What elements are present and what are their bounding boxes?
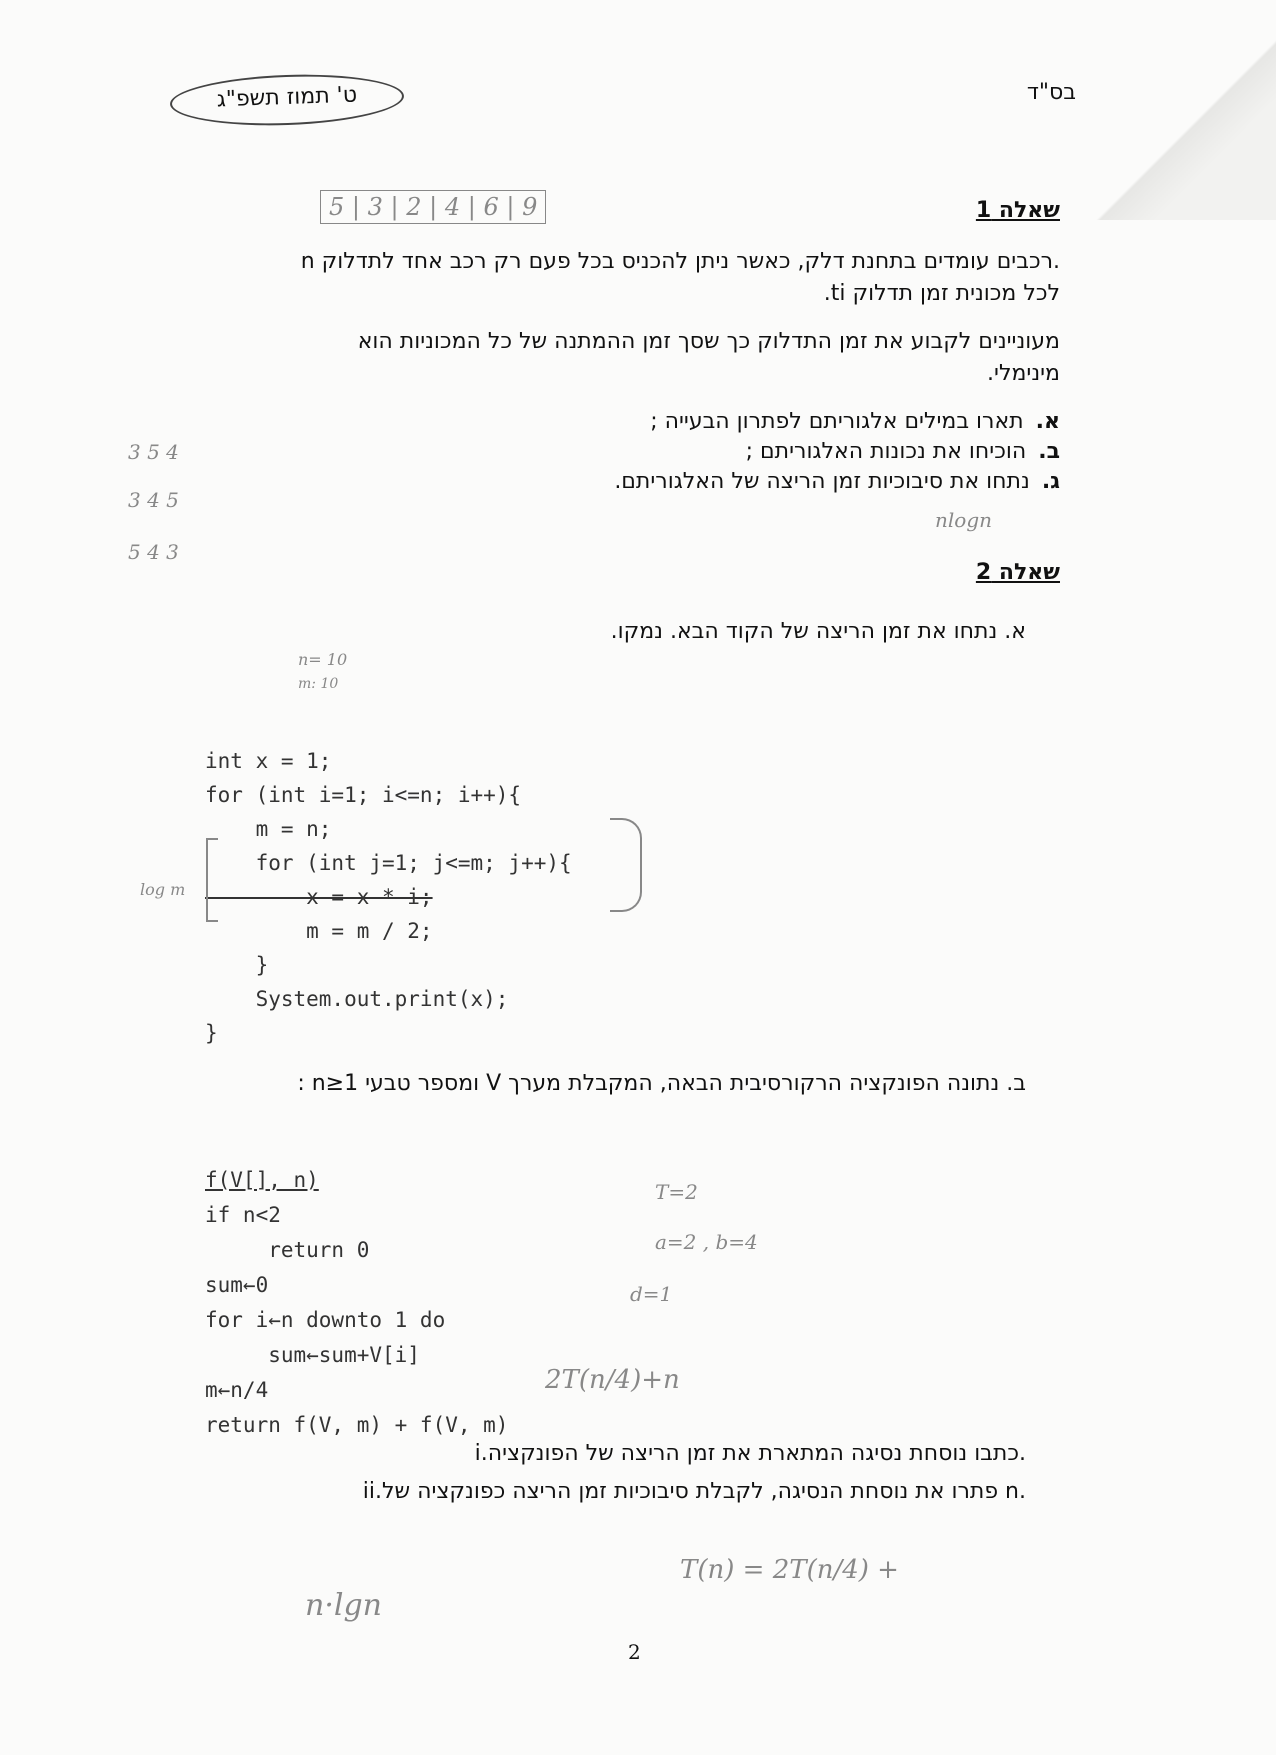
- hand-bracket-left: [206, 838, 218, 922]
- q1-item-b-letter: ב.: [1038, 439, 1060, 464]
- q1-item-a: [360, 406, 1060, 438]
- handwritten-n: n= 10: [298, 650, 348, 669]
- q1-line-1: n רכבים עומדים בתחנת דלק, כאשר ניתן להכניס בכל פעם רק רכב אחד לתדלוק.: [300, 249, 1060, 274]
- handwritten-recurrence-bottom: T(n) = 2T(n/4) +: [680, 1555, 899, 1585]
- handwritten-t2: T=2: [655, 1180, 698, 1204]
- q1-item-b: [360, 436, 1060, 468]
- code-a-line-2: for (int i=1; i<=n; i++){: [205, 783, 522, 807]
- handwritten-ab: a=2 , b=4: [655, 1230, 758, 1254]
- handwritten-m: m: 10: [298, 676, 339, 692]
- code-a-line-6: m = m / 2;: [205, 919, 433, 943]
- q1-item-a-letter: א.: [1035, 409, 1060, 434]
- code-b-line-1: f(V[], n): [205, 1168, 319, 1192]
- code-a-line-3: m = n;: [205, 817, 332, 841]
- code-b-line-4: sum←0: [205, 1273, 269, 1297]
- handwritten-logm: log m: [140, 880, 186, 899]
- q1-line-4: מינימלי.: [987, 361, 1060, 386]
- code-b-line-5: for i←n downto 1 do: [205, 1308, 446, 1332]
- code-block-a: [205, 710, 572, 1084]
- q1-line-3: מעוניינים לקבוע את זמן התדלוק כך שסך זמן ההמתנה של כל המכוניות הוא: [357, 329, 1060, 354]
- q1-item-c: [360, 466, 1060, 498]
- question-1-title: שאלה 1: [975, 198, 1060, 223]
- code-b-line-3: return 0: [205, 1238, 370, 1262]
- page-fold: [1096, 0, 1276, 220]
- q2-sub-ii: [226, 1476, 1026, 1508]
- q2-part-b: ב. נתונה הפונקציה הרקורסיבית הבאה, המקבלת מערך V ומספר טבעי n≥1 :: [297, 1071, 1026, 1096]
- q2-sub-ii-text: פתרו את נוסחת הנסיגה, לקבלת סיבוכיות זמן הריצה כפונקציה של n.: [382, 1479, 1026, 1504]
- code-a-line-4: for (int j=1; j<=m; j++){: [205, 851, 572, 875]
- q2-sub-i-text: כתבו נוסחת נסיגה המתארת את זמן הריצה של הפונקציה.: [487, 1441, 1026, 1466]
- q2-sub-i: [226, 1438, 1026, 1470]
- handwritten-nlgn: n·lgn: [305, 1588, 382, 1623]
- code-b-line-7: m←n/4: [205, 1378, 269, 1402]
- code-b-line-8: return f(V, m) + f(V, m): [205, 1413, 509, 1437]
- q2-part-a: א. נתחו את זמן הריצה של הקוד הבא. נמקו.: [610, 619, 1026, 644]
- handwritten-sequence: 5 | 3 | 2 | 4 | 6 | 9: [320, 190, 546, 224]
- code-b-line-2: if n<2: [205, 1203, 281, 1227]
- header-bsd: בס"ד: [1026, 80, 1076, 105]
- q2-sub-ii-num: ii.: [362, 1479, 382, 1504]
- hand-bracket-right: [610, 818, 642, 912]
- code-a-line-9: }: [205, 1021, 218, 1045]
- handwritten-d1: d=1: [630, 1282, 673, 1306]
- q1-line-2: לכל מכונית זמן תדלוק ti.: [823, 281, 1060, 306]
- code-b-line-6: sum←sum+V[i]: [205, 1343, 420, 1367]
- code-block-b: [205, 1128, 508, 1478]
- margin-nums-3: 5 4 3: [128, 540, 179, 564]
- margin-nums-2: 3 4 5: [128, 488, 179, 512]
- margin-nums-1: 3 5 4: [128, 440, 179, 464]
- q1-item-b-text: הוכיחו את נכונות האלגוריתם ;: [745, 439, 1027, 464]
- question-2-title: שאלה 2: [975, 560, 1060, 585]
- q1-item-c-text: נתחו את סיבוכיות זמן הריצה של האלגוריתם.: [614, 469, 1030, 494]
- handwritten-nlogn: nlogn: [935, 508, 993, 532]
- handwritten-recurrence-inline: 2T(n/4)+n: [545, 1365, 680, 1395]
- q2-sub-i-num: i.: [474, 1441, 488, 1466]
- header-date: ט' תמוז תשפ"ג: [169, 71, 405, 129]
- code-a-line-7: }: [205, 953, 269, 977]
- page-number: 2: [628, 1640, 641, 1664]
- q1-item-c-letter: ג.: [1041, 469, 1060, 494]
- code-a-line-5: x = x * i;: [205, 885, 433, 909]
- q1-item-a-text: תארו במילים אלגוריתם לפתרון הבעייה ;: [650, 409, 1024, 434]
- code-a-line-8: System.out.print(x);: [205, 987, 509, 1011]
- code-a-line-1: int x = 1;: [205, 749, 332, 773]
